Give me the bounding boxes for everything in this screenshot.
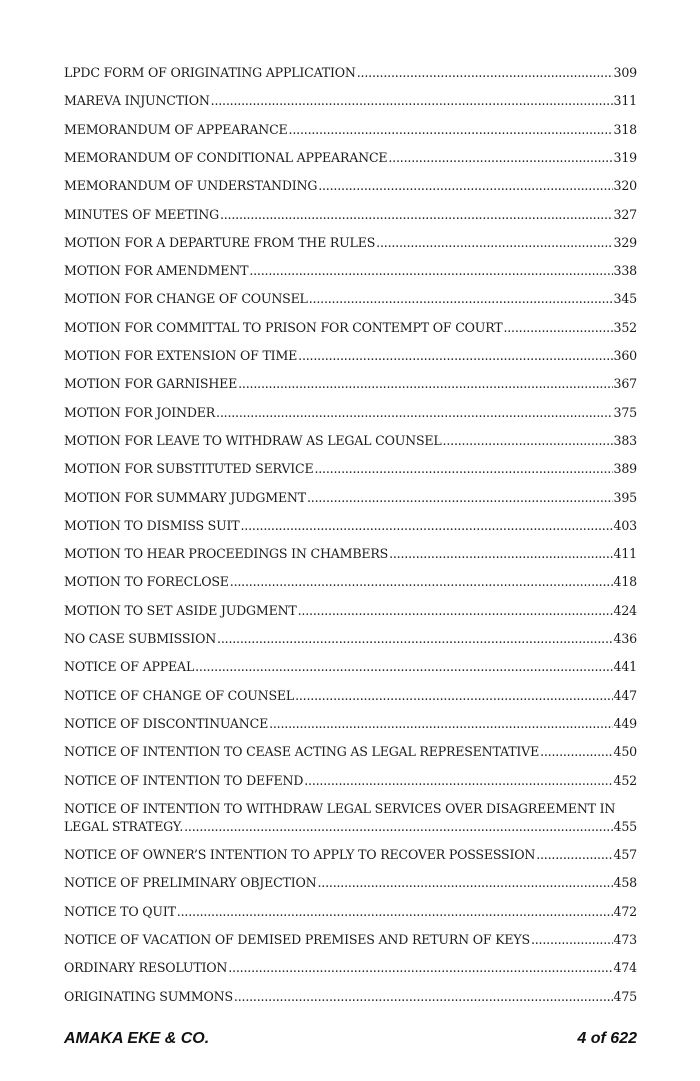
dot-leader: [376, 234, 612, 252]
toc-entry-title: NOTICE OF INTENTION TO WITHDRAW LEGAL SERVICES OVER DISAGREEMENT IN: [64, 800, 616, 816]
toc-entry-title: LPDC FORM OF ORIGINATING APPLICATION: [64, 65, 356, 80]
toc-entry[interactable]: [64, 658, 637, 676]
toc-entry[interactable]: [64, 846, 637, 864]
toc-entry-page: 338: [613, 263, 637, 279]
toc-entry-title: MOTION TO HEAR PROCEEDINGS IN CHAMBERS: [64, 546, 389, 562]
toc-entry-title: NOTICE OF INTENTION TO DEFEND: [64, 772, 304, 788]
toc-entry-title: MOTION FOR COMMITTAL TO PRISON FOR CONTEMPT OF COURT: [64, 319, 503, 335]
toc-entry-page: 473: [613, 932, 637, 947]
toc-entry[interactable]: [64, 800, 637, 836]
dot-leader: [249, 262, 612, 280]
toc-entry[interactable]: [64, 121, 637, 139]
toc-entry-title: ORDINARY RESOLUTION: [64, 960, 228, 976]
dot-leader: [195, 658, 612, 676]
toc-entry[interactable]: [64, 432, 637, 450]
dot-leader: [503, 319, 612, 337]
dot-leader: [269, 715, 612, 733]
toc-entry[interactable]: [64, 92, 637, 110]
toc-entry[interactable]: [64, 903, 637, 921]
toc-entry[interactable]: [64, 460, 637, 478]
toc-entry-page: 367: [613, 376, 637, 392]
toc-entry-page: 449: [613, 715, 637, 731]
dot-leader: [443, 432, 613, 450]
toc-entry-title: NOTICE OF PRELIMINARY OBJECTION: [64, 875, 317, 891]
toc-entry-page: 375: [613, 404, 637, 420]
toc-entry[interactable]: [64, 149, 637, 167]
toc-entry-title: NOTICE OF VACATION OF DEMISED PREMISES AND RETURN OF KEYS: [64, 932, 530, 947]
toc-entry[interactable]: [64, 290, 637, 308]
toc-entry-title: MOTION FOR SUBSTITUTED SERVICE: [64, 461, 314, 477]
toc-entry-title: NO CASE SUBMISSION: [64, 631, 217, 646]
toc-entry-page: 458: [613, 875, 637, 891]
toc-entry[interactable]: [64, 347, 637, 365]
dot-leader: [540, 743, 612, 761]
toc-entry[interactable]: [64, 715, 637, 733]
toc-entry-page: 472: [613, 903, 637, 919]
toc-entry-page: 309: [613, 65, 637, 80]
dot-leader: [241, 517, 613, 535]
toc-entry[interactable]: [64, 602, 637, 620]
toc-entry-page: 389: [613, 461, 637, 477]
toc-entry-title: MINUTES OF MEETING: [64, 206, 219, 222]
toc-entry[interactable]: [64, 573, 637, 591]
toc-entry-page: 436: [613, 631, 637, 646]
toc-entry-page: 327: [613, 206, 637, 222]
dot-leader: [389, 545, 612, 563]
dot-leader: [531, 931, 613, 949]
dot-leader: [536, 846, 612, 864]
dot-leader: [220, 206, 613, 224]
toc-entry-page: 395: [613, 489, 637, 505]
toc-entry-title: MOTION FOR EXTENSION OF TIME: [64, 348, 298, 363]
toc-entry-page: 403: [613, 517, 637, 533]
toc-entry[interactable]: [64, 319, 637, 337]
toc-entry-page: 455: [613, 818, 637, 834]
dot-leader: [309, 290, 613, 308]
toc-entry-title: NOTICE OF OWNER’S INTENTION TO APPLY TO RECOVER POSSESSION: [64, 847, 536, 863]
dot-leader: [298, 347, 612, 365]
dot-leader: [184, 818, 612, 836]
toc-entry-page: 360: [613, 348, 637, 363]
toc-entry-page: 447: [613, 687, 637, 703]
dot-leader: [177, 903, 613, 921]
toc-entry-page: 441: [613, 659, 637, 675]
toc-entry-title: MOTION FOR AMENDMENT: [64, 263, 249, 279]
toc-entry-page: 418: [613, 574, 637, 590]
toc-entry[interactable]: [64, 375, 637, 393]
dot-leader: [307, 489, 613, 507]
dot-leader: [317, 874, 612, 892]
toc-entry-title: MEMORANDUM OF APPEARANCE: [64, 121, 288, 137]
page-indicator: 4 of 622: [577, 1030, 637, 1047]
dot-leader: [216, 404, 613, 422]
toc-entry[interactable]: [64, 177, 637, 195]
toc-entry[interactable]: [64, 517, 637, 535]
toc-entry-title-continued: LEGAL STRATEGY.: [64, 818, 184, 834]
toc-entry-page: 319: [613, 149, 637, 165]
toc-entry-title: MOTION FOR A DEPARTURE FROM THE RULES: [64, 234, 376, 250]
toc-entry-title: MAREVA INJUNCTION: [64, 93, 210, 109]
toc-entry-title: MEMORANDUM OF UNDERSTANDING: [64, 178, 318, 194]
toc-entry-page: 320: [613, 178, 637, 194]
dot-leader: [298, 602, 613, 620]
toc-entry[interactable]: [64, 630, 637, 648]
toc-entry-page: 450: [613, 744, 637, 760]
toc-entry[interactable]: [64, 234, 637, 252]
toc-entry-page: 352: [613, 319, 637, 335]
toc-entry[interactable]: [64, 404, 637, 422]
toc-entry[interactable]: [64, 874, 637, 892]
dot-leader: [314, 460, 612, 478]
toc-entry[interactable]: [64, 687, 637, 705]
toc-entry[interactable]: [64, 959, 637, 977]
toc-entry-title: MOTION FOR LEAVE TO WITHDRAW AS LEGAL COUNSEL: [64, 432, 442, 448]
toc-entry[interactable]: [64, 64, 637, 82]
dot-leader: [211, 92, 613, 110]
toc-entry-page: 475: [613, 988, 637, 1004]
toc-entry-title: MOTION TO DISMISS SUIT: [64, 517, 240, 533]
toc-entry-page: 345: [613, 291, 637, 307]
publisher-name: AMAKA EKE & CO.: [64, 1030, 210, 1047]
toc-entry[interactable]: [64, 489, 637, 507]
toc-entry-title: MOTION FOR CHANGE OF COUNSEL: [64, 291, 308, 307]
toc-entry-page: 457: [613, 847, 637, 863]
toc-entry-title: MOTION TO FORECLOSE: [64, 574, 229, 590]
dot-leader: [238, 375, 612, 393]
toc-entry[interactable]: [64, 931, 637, 949]
toc-entry-title: MOTION FOR GARNISHEE: [64, 376, 238, 392]
toc-entry-title: NOTICE OF CHANGE OF COUNSEL: [64, 687, 295, 703]
dot-leader: [217, 630, 613, 648]
toc-entry-page: 424: [613, 602, 637, 618]
toc-entry-page: 318: [613, 121, 637, 137]
toc-entry-title: ORIGINATING SUMMONS: [64, 988, 233, 1004]
toc-entry-title: NOTICE TO QUIT: [64, 903, 176, 919]
toc-entry-title: MOTION TO SET ASIDE JUDGMENT: [64, 602, 297, 618]
dot-leader: [318, 177, 612, 195]
dot-leader: [230, 573, 613, 591]
toc-entry-title: NOTICE OF INTENTION TO CEASE ACTING AS LEGAL REPRESENTATIVE: [64, 744, 540, 760]
dot-leader: [295, 687, 612, 705]
toc-entry[interactable]: [64, 262, 637, 280]
toc-entry[interactable]: [64, 545, 637, 563]
dot-leader: [304, 772, 612, 790]
toc-entry[interactable]: [64, 988, 637, 1006]
toc-entry-title: NOTICE OF DISCONTINUANCE: [64, 715, 269, 731]
toc-entry-title: MOTION FOR SUMMARY JUDGMENT: [64, 489, 306, 505]
toc-entry-page: 452: [613, 772, 637, 788]
toc-entry-page: 411: [613, 546, 637, 562]
toc-entry-page: 311: [613, 93, 637, 109]
toc-entry-page: 329: [613, 234, 637, 250]
toc-entry-title: MEMORANDUM OF CONDITIONAL APPEARANCE: [64, 149, 388, 165]
dot-leader: [388, 149, 612, 167]
dot-leader: [234, 988, 613, 1006]
dot-leader: [357, 64, 613, 82]
toc-entry[interactable]: [64, 743, 637, 761]
toc-entry[interactable]: [64, 206, 637, 224]
toc-entry-page: 383: [613, 432, 637, 448]
toc-entry-title: MOTION FOR JOINDER: [64, 404, 216, 420]
toc-entry-title: NOTICE OF APPEAL: [64, 659, 195, 675]
dot-leader: [289, 121, 613, 139]
toc-entry[interactable]: [64, 772, 637, 790]
dot-leader: [228, 959, 612, 977]
toc-entry-page: 474: [613, 960, 637, 976]
